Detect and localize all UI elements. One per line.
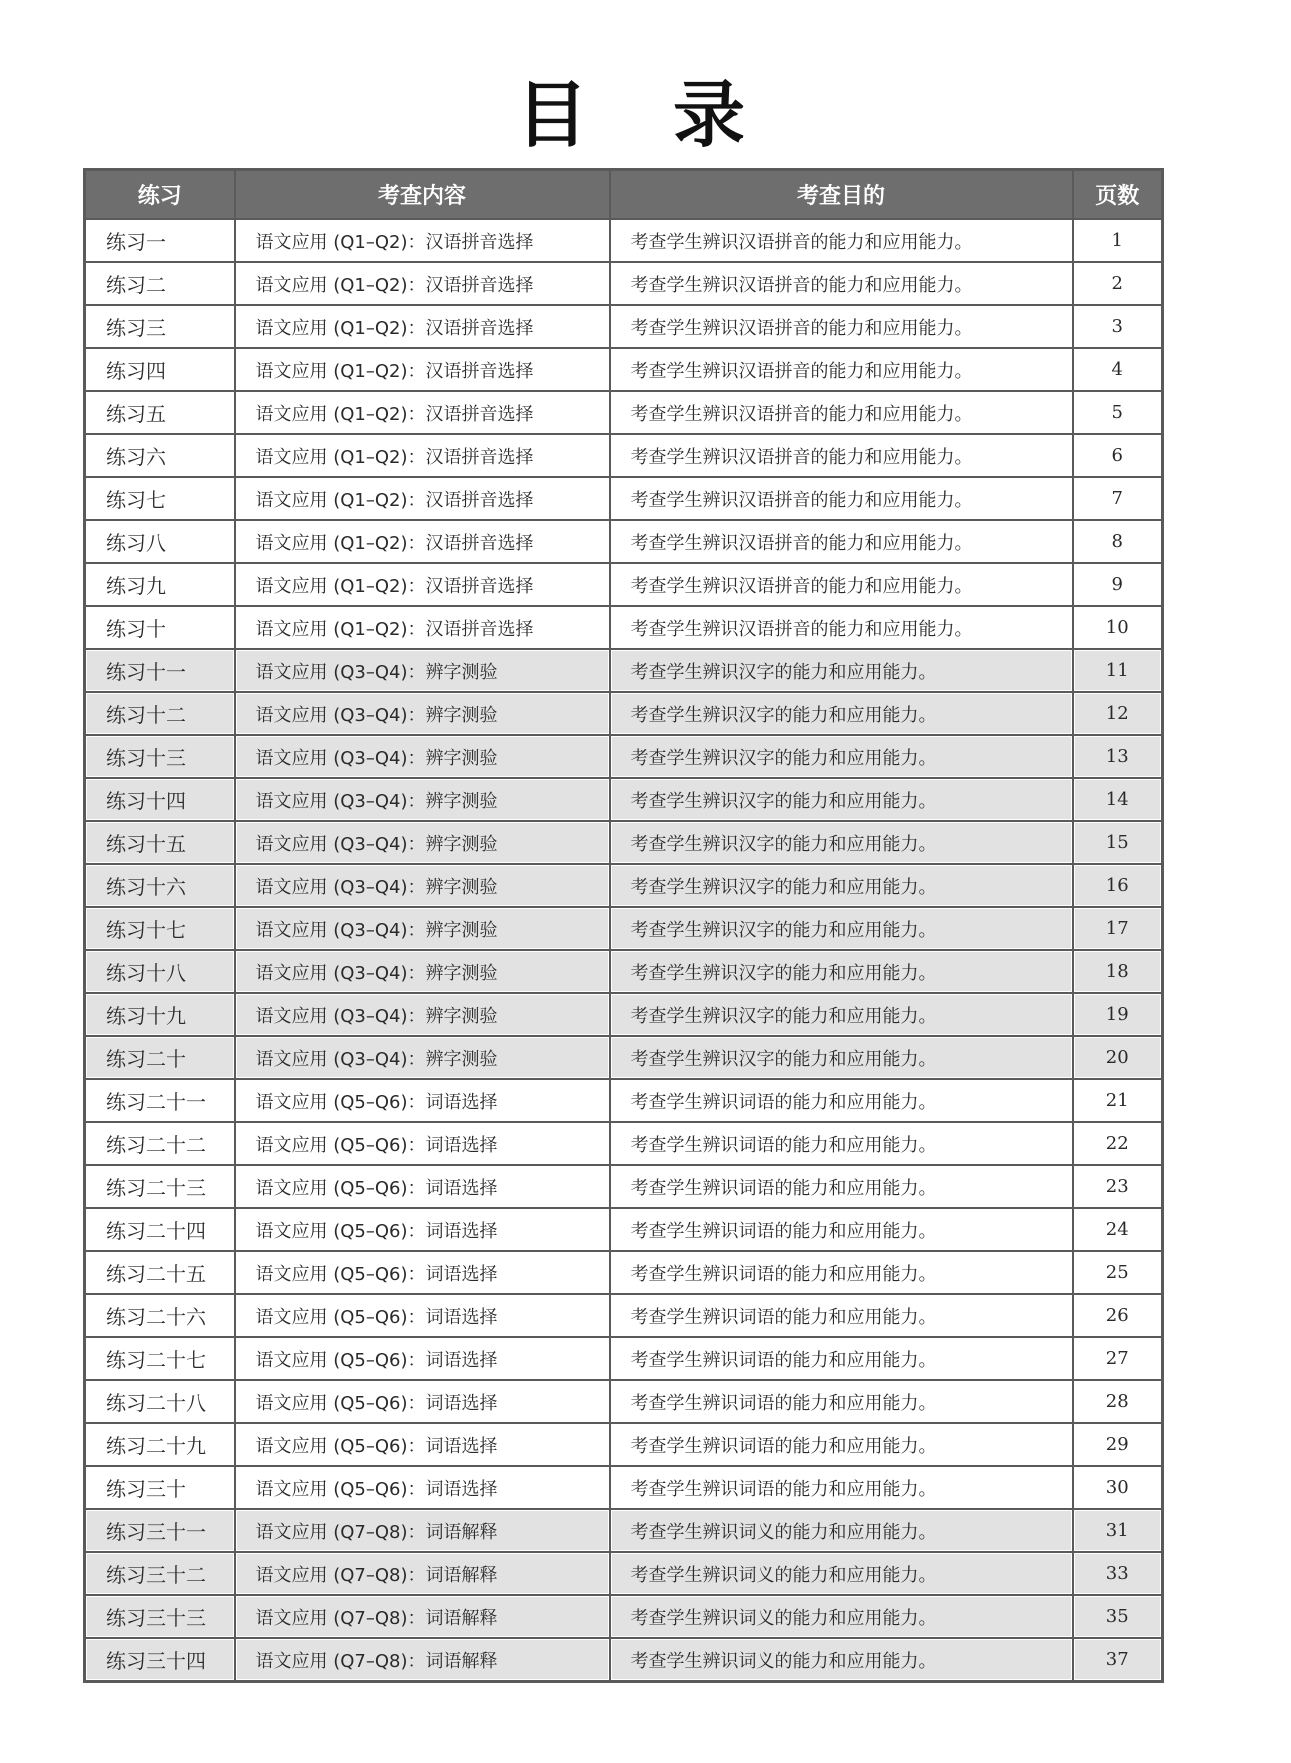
purpose-cell: 考查学生辨识汉字的能力和应用能力。 bbox=[610, 649, 1073, 692]
content-cell: 语文应用 (Q1–Q2)：汉语拼音选择 bbox=[235, 348, 610, 391]
content-cell: 语文应用 (Q1–Q2)：汉语拼音选择 bbox=[235, 520, 610, 563]
content-cell: 语文应用 (Q3–Q4)：辨字测验 bbox=[235, 821, 610, 864]
page-number-cell[interactable]: 28 bbox=[1073, 1380, 1163, 1423]
purpose-cell: 考查学生辨识汉字的能力和应用能力。 bbox=[610, 1036, 1073, 1079]
table-row bbox=[85, 219, 1163, 262]
table-row bbox=[85, 1251, 1163, 1294]
page-number-cell[interactable]: 27 bbox=[1073, 1337, 1163, 1380]
purpose-cell: 考查学生辨识汉语拼音的能力和应用能力。 bbox=[610, 477, 1073, 520]
purpose-cell: 考查学生辨识汉语拼音的能力和应用能力。 bbox=[610, 305, 1073, 348]
page-number-cell[interactable]: 4 bbox=[1073, 348, 1163, 391]
purpose-cell: 考查学生辨识词义的能力和应用能力。 bbox=[610, 1509, 1073, 1552]
table-row bbox=[85, 649, 1163, 692]
exercise-cell: 练习十四 bbox=[85, 778, 235, 821]
page-number-cell[interactable]: 22 bbox=[1073, 1122, 1163, 1165]
exercise-cell: 练习二十二 bbox=[85, 1122, 235, 1165]
table-row bbox=[85, 1638, 1163, 1682]
purpose-cell: 考查学生辨识词语的能力和应用能力。 bbox=[610, 1165, 1073, 1208]
content-cell: 语文应用 (Q7–Q8)：词语解释 bbox=[235, 1509, 610, 1552]
page-number-cell[interactable]: 29 bbox=[1073, 1423, 1163, 1466]
page-number-cell[interactable]: 18 bbox=[1073, 950, 1163, 993]
content-cell: 语文应用 (Q3–Q4)：辨字测验 bbox=[235, 649, 610, 692]
exercise-cell: 练习三 bbox=[85, 305, 235, 348]
content-cell: 语文应用 (Q5–Q6)：词语选择 bbox=[235, 1122, 610, 1165]
page-number-cell[interactable]: 11 bbox=[1073, 649, 1163, 692]
page-number-cell[interactable]: 17 bbox=[1073, 907, 1163, 950]
exercise-cell: 练习十八 bbox=[85, 950, 235, 993]
page-number-cell[interactable]: 10 bbox=[1073, 606, 1163, 649]
page-number-cell[interactable]: 24 bbox=[1073, 1208, 1163, 1251]
table-row bbox=[85, 563, 1163, 606]
exercise-cell: 练习十三 bbox=[85, 735, 235, 778]
page-number-cell[interactable]: 35 bbox=[1073, 1595, 1163, 1638]
purpose-cell: 考查学生辨识词语的能力和应用能力。 bbox=[610, 1294, 1073, 1337]
exercise-cell: 练习二十一 bbox=[85, 1079, 235, 1122]
content-cell: 语文应用 (Q5–Q6)：词语选择 bbox=[235, 1337, 610, 1380]
exercise-cell: 练习二十五 bbox=[85, 1251, 235, 1294]
page-number-cell[interactable]: 16 bbox=[1073, 864, 1163, 907]
purpose-cell: 考查学生辨识词语的能力和应用能力。 bbox=[610, 1079, 1073, 1122]
content-cell: 语文应用 (Q3–Q4)：辨字测验 bbox=[235, 950, 610, 993]
purpose-cell: 考查学生辨识汉语拼音的能力和应用能力。 bbox=[610, 434, 1073, 477]
content-cell: 语文应用 (Q5–Q6)：词语选择 bbox=[235, 1251, 610, 1294]
content-cell: 语文应用 (Q7–Q8)：词语解释 bbox=[235, 1552, 610, 1595]
exercise-cell: 练习三十四 bbox=[85, 1638, 235, 1682]
page-number-cell[interactable]: 14 bbox=[1073, 778, 1163, 821]
table-row bbox=[85, 1294, 1163, 1337]
table-row bbox=[85, 1337, 1163, 1380]
exercise-cell: 练习十七 bbox=[85, 907, 235, 950]
purpose-cell: 考查学生辨识汉字的能力和应用能力。 bbox=[610, 907, 1073, 950]
table-row bbox=[85, 1380, 1163, 1423]
content-cell: 语文应用 (Q5–Q6)：词语选择 bbox=[235, 1079, 610, 1122]
purpose-cell: 考查学生辨识词语的能力和应用能力。 bbox=[610, 1423, 1073, 1466]
page-number-cell[interactable]: 1 bbox=[1073, 219, 1163, 262]
content-cell: 语文应用 (Q7–Q8)：词语解释 bbox=[235, 1595, 610, 1638]
exercise-cell: 练习十 bbox=[85, 606, 235, 649]
table-row bbox=[85, 993, 1163, 1036]
table-header-row bbox=[85, 170, 1163, 220]
table-row bbox=[85, 1208, 1163, 1251]
purpose-cell: 考查学生辨识汉语拼音的能力和应用能力。 bbox=[610, 219, 1073, 262]
table-row bbox=[85, 1423, 1163, 1466]
content-cell: 语文应用 (Q3–Q4)：辨字测验 bbox=[235, 778, 610, 821]
page-number-cell[interactable]: 19 bbox=[1073, 993, 1163, 1036]
purpose-cell: 考查学生辨识词语的能力和应用能力。 bbox=[610, 1208, 1073, 1251]
purpose-cell: 考查学生辨识汉字的能力和应用能力。 bbox=[610, 692, 1073, 735]
page-number-cell[interactable]: 21 bbox=[1073, 1079, 1163, 1122]
page-number-cell[interactable]: 8 bbox=[1073, 520, 1163, 563]
content-cell: 语文应用 (Q3–Q4)：辨字测验 bbox=[235, 692, 610, 735]
purpose-cell: 考查学生辨识词语的能力和应用能力。 bbox=[610, 1380, 1073, 1423]
purpose-cell: 考查学生辨识汉语拼音的能力和应用能力。 bbox=[610, 606, 1073, 649]
content-cell: 语文应用 (Q1–Q2)：汉语拼音选择 bbox=[235, 262, 610, 305]
table-row bbox=[85, 1165, 1163, 1208]
page-number-cell[interactable]: 20 bbox=[1073, 1036, 1163, 1079]
header-purpose: 考查目的 bbox=[610, 170, 1073, 220]
page-number-cell[interactable]: 26 bbox=[1073, 1294, 1163, 1337]
table-row bbox=[85, 477, 1163, 520]
exercise-cell: 练习二十四 bbox=[85, 1208, 235, 1251]
purpose-cell: 考查学生辨识汉字的能力和应用能力。 bbox=[610, 950, 1073, 993]
content-cell: 语文应用 (Q3–Q4)：辨字测验 bbox=[235, 1036, 610, 1079]
table-row bbox=[85, 778, 1163, 821]
table-row bbox=[85, 606, 1163, 649]
exercise-cell: 练习二十九 bbox=[85, 1423, 235, 1466]
content-cell: 语文应用 (Q3–Q4)：辨字测验 bbox=[235, 993, 610, 1036]
content-cell: 语文应用 (Q1–Q2)：汉语拼音选择 bbox=[235, 391, 610, 434]
purpose-cell: 考查学生辨识词语的能力和应用能力。 bbox=[610, 1122, 1073, 1165]
page-number-cell[interactable]: 5 bbox=[1073, 391, 1163, 434]
exercise-cell: 练习七 bbox=[85, 477, 235, 520]
exercise-cell: 练习二 bbox=[85, 262, 235, 305]
purpose-cell: 考查学生辨识词义的能力和应用能力。 bbox=[610, 1595, 1073, 1638]
purpose-cell: 考查学生辨识汉语拼音的能力和应用能力。 bbox=[610, 391, 1073, 434]
content-cell: 语文应用 (Q1–Q2)：汉语拼音选择 bbox=[235, 477, 610, 520]
page-title: 目 录 bbox=[515, 73, 776, 157]
table-row bbox=[85, 735, 1163, 778]
table-row bbox=[85, 1466, 1163, 1509]
page-number-cell[interactable]: 7 bbox=[1073, 477, 1163, 520]
exercise-cell: 练习三十 bbox=[85, 1466, 235, 1509]
content-cell: 语文应用 (Q1–Q2)：汉语拼音选择 bbox=[235, 434, 610, 477]
table-row bbox=[85, 1595, 1163, 1638]
exercise-cell: 练习四 bbox=[85, 348, 235, 391]
content-cell: 语文应用 (Q5–Q6)：词语选择 bbox=[235, 1380, 610, 1423]
page-number-cell[interactable]: 9 bbox=[1073, 563, 1163, 606]
content-cell: 语文应用 (Q5–Q6)：词语选择 bbox=[235, 1423, 610, 1466]
exercise-cell: 练习三十三 bbox=[85, 1595, 235, 1638]
purpose-cell: 考查学生辨识汉语拼音的能力和应用能力。 bbox=[610, 520, 1073, 563]
content-cell: 语文应用 (Q7–Q8)：词语解释 bbox=[235, 1638, 610, 1682]
exercise-cell: 练习六 bbox=[85, 434, 235, 477]
header-page: 页数 bbox=[1073, 170, 1163, 220]
table-row bbox=[85, 391, 1163, 434]
purpose-cell: 考查学生辨识词语的能力和应用能力。 bbox=[610, 1337, 1073, 1380]
content-cell: 语文应用 (Q1–Q2)：汉语拼音选择 bbox=[235, 606, 610, 649]
table-row bbox=[85, 305, 1163, 348]
exercise-cell: 练习十六 bbox=[85, 864, 235, 907]
exercise-cell: 练习三十二 bbox=[85, 1552, 235, 1595]
table-row bbox=[85, 434, 1163, 477]
purpose-cell: 考查学生辨识汉字的能力和应用能力。 bbox=[610, 864, 1073, 907]
purpose-cell: 考查学生辨识汉字的能力和应用能力。 bbox=[610, 735, 1073, 778]
page-number-cell[interactable]: 3 bbox=[1073, 305, 1163, 348]
page-number-cell[interactable]: 30 bbox=[1073, 1466, 1163, 1509]
exercise-cell: 练习八 bbox=[85, 520, 235, 563]
table-row bbox=[85, 864, 1163, 907]
table-body bbox=[85, 219, 1163, 1682]
exercise-cell: 练习五 bbox=[85, 391, 235, 434]
exercise-cell: 练习十二 bbox=[85, 692, 235, 735]
content-cell: 语文应用 (Q1–Q2)：汉语拼音选择 bbox=[235, 563, 610, 606]
exercise-cell: 练习三十一 bbox=[85, 1509, 235, 1552]
table-of-contents bbox=[83, 168, 1164, 1683]
exercise-cell: 练习九 bbox=[85, 563, 235, 606]
exercise-cell: 练习一 bbox=[85, 219, 235, 262]
purpose-cell: 考查学生辨识词语的能力和应用能力。 bbox=[610, 1251, 1073, 1294]
page-number-cell[interactable]: 15 bbox=[1073, 821, 1163, 864]
purpose-cell: 考查学生辨识词义的能力和应用能力。 bbox=[610, 1638, 1073, 1682]
page-number-cell[interactable]: 37 bbox=[1073, 1638, 1163, 1682]
table-row bbox=[85, 1036, 1163, 1079]
content-cell: 语文应用 (Q3–Q4)：辨字测验 bbox=[235, 907, 610, 950]
content-cell: 语文应用 (Q5–Q6)：词语选择 bbox=[235, 1165, 610, 1208]
page-number-cell[interactable]: 31 bbox=[1073, 1509, 1163, 1552]
purpose-cell: 考查学生辨识汉语拼音的能力和应用能力。 bbox=[610, 563, 1073, 606]
header-exercise: 练习 bbox=[85, 170, 235, 220]
exercise-cell: 练习二十七 bbox=[85, 1337, 235, 1380]
content-cell: 语文应用 (Q5–Q6)：词语选择 bbox=[235, 1466, 610, 1509]
content-cell: 语文应用 (Q5–Q6)：词语选择 bbox=[235, 1294, 610, 1337]
content-cell: 语文应用 (Q3–Q4)：辨字测验 bbox=[235, 735, 610, 778]
page-number-cell[interactable]: 33 bbox=[1073, 1552, 1163, 1595]
table-row bbox=[85, 1122, 1163, 1165]
exercise-cell: 练习二十 bbox=[85, 1036, 235, 1079]
purpose-cell: 考查学生辨识词语的能力和应用能力。 bbox=[610, 1466, 1073, 1509]
exercise-cell: 练习十一 bbox=[85, 649, 235, 692]
exercise-cell: 练习二十八 bbox=[85, 1380, 235, 1423]
content-cell: 语文应用 (Q3–Q4)：辨字测验 bbox=[235, 864, 610, 907]
content-cell: 语文应用 (Q5–Q6)：词语选择 bbox=[235, 1208, 610, 1251]
exercise-cell: 练习十五 bbox=[85, 821, 235, 864]
table-row bbox=[85, 907, 1163, 950]
table-row bbox=[85, 520, 1163, 563]
table-row bbox=[85, 348, 1163, 391]
purpose-cell: 考查学生辨识汉语拼音的能力和应用能力。 bbox=[610, 348, 1073, 391]
page-number-cell[interactable]: 2 bbox=[1073, 262, 1163, 305]
exercise-cell: 练习十九 bbox=[85, 993, 235, 1036]
page-number-cell[interactable]: 12 bbox=[1073, 692, 1163, 735]
purpose-cell: 考查学生辨识汉字的能力和应用能力。 bbox=[610, 993, 1073, 1036]
table-row bbox=[85, 1552, 1163, 1595]
table-row bbox=[85, 262, 1163, 305]
table-row bbox=[85, 1509, 1163, 1552]
purpose-cell: 考查学生辨识汉语拼音的能力和应用能力。 bbox=[610, 262, 1073, 305]
page-number-cell[interactable]: 6 bbox=[1073, 434, 1163, 477]
header-content: 考查内容 bbox=[235, 170, 610, 220]
table-row bbox=[85, 1079, 1163, 1122]
content-cell: 语文应用 (Q1–Q2)：汉语拼音选择 bbox=[235, 219, 610, 262]
table-row bbox=[85, 950, 1163, 993]
table-row bbox=[85, 692, 1163, 735]
purpose-cell: 考查学生辨识汉字的能力和应用能力。 bbox=[610, 778, 1073, 821]
table-row bbox=[85, 821, 1163, 864]
page-number-cell[interactable]: 13 bbox=[1073, 735, 1163, 778]
exercise-cell: 练习二十三 bbox=[85, 1165, 235, 1208]
purpose-cell: 考查学生辨识汉字的能力和应用能力。 bbox=[610, 821, 1073, 864]
page-number-cell[interactable]: 23 bbox=[1073, 1165, 1163, 1208]
content-cell: 语文应用 (Q1–Q2)：汉语拼音选择 bbox=[235, 305, 610, 348]
exercise-cell: 练习二十六 bbox=[85, 1294, 235, 1337]
page-number-cell[interactable]: 25 bbox=[1073, 1251, 1163, 1294]
purpose-cell: 考查学生辨识词义的能力和应用能力。 bbox=[610, 1552, 1073, 1595]
